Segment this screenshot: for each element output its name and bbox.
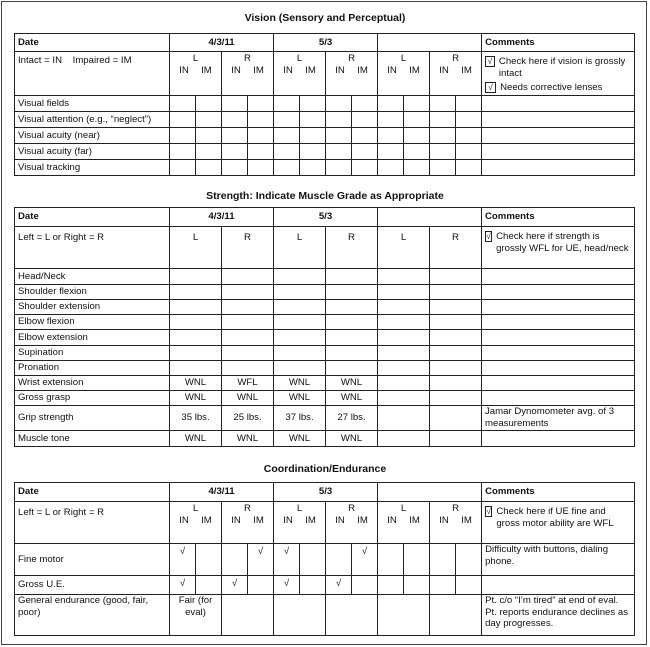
strength-value-cell[interactable] [222, 285, 274, 300]
check-mark-icon[interactable] [300, 544, 326, 576]
table-row [15, 544, 635, 576]
vision-cell[interactable] [456, 96, 482, 112]
strength-value-cell[interactable] [222, 330, 274, 346]
check-mark-icon[interactable] [248, 576, 274, 595]
strength-value-cell[interactable]: 37 lbs. [274, 406, 326, 431]
strength-value-cell[interactable] [378, 431, 430, 447]
strength-value-cell[interactable]: 35 lbs. [170, 406, 222, 431]
vision-cell[interactable] [222, 112, 248, 128]
vision-row-label: Visual tracking [15, 160, 170, 176]
table-row [15, 391, 635, 406]
vision-cell[interactable] [430, 128, 456, 144]
vision-legend: Intact = IN Impaired = IM [15, 52, 170, 96]
strength-value-cell[interactable] [222, 300, 274, 315]
check-mark-icon[interactable] [222, 544, 248, 576]
vision-cell[interactable] [404, 144, 430, 160]
strength-value-cell[interactable]: WNL [326, 431, 378, 447]
strength-row-label: Head/Neck [15, 269, 170, 285]
vision-cell[interactable] [196, 112, 222, 128]
strength-value-cell[interactable]: 27 lbs. [326, 406, 378, 431]
strength-row-comment[interactable] [482, 361, 635, 376]
strength-value-cell[interactable]: WNL [274, 376, 326, 391]
vision-cell[interactable] [222, 144, 248, 160]
check-mark-icon[interactable] [378, 576, 404, 595]
strength-value-cell[interactable] [274, 330, 326, 346]
check-mark-icon[interactable]: √ [170, 576, 196, 595]
vision-cell[interactable] [222, 96, 248, 112]
vision-cell[interactable] [456, 160, 482, 176]
strength-date-label: Date [15, 208, 170, 227]
vision-cell[interactable] [352, 160, 378, 176]
check-mark-icon[interactable]: √ [352, 544, 378, 576]
strength-legend: Left = L or Right = R [15, 227, 170, 269]
coordination-date-1: 4/3/11 [170, 483, 274, 502]
check-mark-icon[interactable] [196, 544, 222, 576]
strength-value-cell[interactable] [430, 431, 482, 447]
vision-cell[interactable] [248, 96, 274, 112]
strength-value-cell[interactable] [274, 346, 326, 361]
vision-cell[interactable] [170, 160, 196, 176]
strength-value-cell[interactable] [326, 346, 378, 361]
vision-cell[interactable] [248, 160, 274, 176]
strength-row-label: Grip strength [15, 406, 170, 431]
coordination-subhead-1: L IN IM [170, 502, 222, 544]
vision-subhead-5: L IN IM [378, 52, 430, 96]
strength-comment-check: √ Check here if strength is grossly WFL for UE, head/neck [482, 227, 635, 269]
strength-date-3 [378, 208, 482, 227]
strength-row-label: Shoulder extension [15, 300, 170, 315]
check-box-icon[interactable]: √ [485, 56, 495, 67]
strength-value-cell[interactable] [326, 300, 378, 315]
strength-value-cell[interactable] [170, 361, 222, 376]
endurance-label: General endurance (good, fair, poor) [15, 595, 170, 636]
vision-cell[interactable] [248, 128, 274, 144]
table-row [15, 144, 635, 160]
vision-cell[interactable] [430, 96, 456, 112]
strength-value-cell[interactable] [378, 406, 430, 431]
table-row [15, 285, 635, 300]
strength-value-cell[interactable] [170, 330, 222, 346]
vision-date-label: Date [15, 34, 170, 52]
strength-row-label: Supination [15, 346, 170, 361]
check-box-icon[interactable]: √ [485, 82, 496, 93]
table-row [15, 406, 635, 431]
strength-value-cell[interactable] [378, 285, 430, 300]
strength-row-comment[interactable] [482, 285, 635, 300]
coordination-comment-check: √ Check here if UE fine and gross motor ability are WFL [482, 502, 635, 544]
strength-value-cell[interactable]: 25 lbs. [222, 406, 274, 431]
vision-cell[interactable] [196, 96, 222, 112]
vision-cell[interactable] [300, 128, 326, 144]
table-row [15, 128, 635, 144]
vision-cell[interactable] [248, 144, 274, 160]
coordination-subhead-4: R IN IM [326, 502, 378, 544]
coordination-date-label: Date [15, 483, 170, 502]
vision-cell[interactable] [378, 96, 404, 112]
strength-table [14, 207, 635, 447]
strength-value-cell[interactable] [274, 315, 326, 330]
vision-cell[interactable] [326, 112, 352, 128]
vision-row-label: Visual attention (e.g., “neglect”) [15, 112, 170, 128]
strength-value-cell[interactable] [378, 330, 430, 346]
endurance-row [15, 595, 635, 636]
coordination-row-label: Gross U.E. [15, 576, 170, 595]
table-row [15, 269, 635, 285]
strength-value-cell[interactable] [222, 361, 274, 376]
vision-cell[interactable] [300, 112, 326, 128]
check-mark-icon[interactable] [378, 544, 404, 576]
strength-value-cell[interactable] [170, 346, 222, 361]
check-mark-icon[interactable]: √ [326, 576, 352, 595]
coordination-subhead-5: L IN IM [378, 502, 430, 544]
strength-value-cell[interactable] [378, 346, 430, 361]
strength-value-cell[interactable]: WNL [326, 391, 378, 406]
check-mark-icon[interactable] [404, 544, 430, 576]
coordination-subhead-2: R IN IM [222, 502, 274, 544]
coordination-date-3 [378, 483, 482, 502]
table-row [15, 315, 635, 330]
check-mark-icon[interactable] [196, 576, 222, 595]
strength-value-cell[interactable] [378, 391, 430, 406]
check-mark-icon[interactable] [456, 544, 482, 576]
vision-cell[interactable] [170, 144, 196, 160]
strength-value-cell[interactable] [430, 285, 482, 300]
vision-cell[interactable] [378, 128, 404, 144]
strength-value-cell[interactable]: WNL [274, 431, 326, 447]
table-row [15, 300, 635, 315]
vision-cell[interactable] [274, 144, 300, 160]
strength-value-cell[interactable] [430, 269, 482, 285]
vision-subhead-4: R IN IM [326, 52, 378, 96]
strength-value-cell[interactable] [430, 315, 482, 330]
coordination-row-comment[interactable]: Difficulty with buttons, dialing phone. [482, 544, 635, 576]
check-mark-icon[interactable]: √ [274, 576, 300, 595]
strength-date-1: 4/3/11 [170, 208, 274, 227]
coordination-row-label: Fine motor [15, 544, 170, 576]
vision-subhead-3: L IN IM [274, 52, 326, 96]
vision-cell[interactable] [404, 112, 430, 128]
vision-cell[interactable] [274, 112, 300, 128]
vision-comment-checks: √ Check here if vision is grossly intact √ Needs corrective lenses [482, 52, 635, 96]
strength-value-cell[interactable]: WNL [170, 431, 222, 447]
vision-cell[interactable] [222, 160, 248, 176]
vision-subhead-2: R IN IM [222, 52, 274, 96]
strength-row-comment[interactable] [482, 376, 635, 391]
vision-cell[interactable] [196, 128, 222, 144]
vision-rows [15, 96, 635, 176]
strength-value-cell[interactable] [274, 300, 326, 315]
endurance-comment[interactable]: Pt. c/o “I’m tired” at end of eval. Pt. reports endurance declines as day progresses. [482, 595, 635, 636]
strength-row-comment[interactable]: Jamar Dynomometer avg. of 3 measurements [482, 406, 635, 431]
vision-table [14, 33, 635, 176]
strength-row-comment[interactable] [482, 431, 635, 447]
strength-date-2: 5/3 [274, 208, 378, 227]
strength-value-cell[interactable]: WNL [274, 391, 326, 406]
strength-row-comment[interactable] [482, 391, 635, 406]
vision-cell[interactable] [274, 128, 300, 144]
vision-cell[interactable] [352, 112, 378, 128]
table-row [15, 96, 635, 112]
vision-cell[interactable] [222, 128, 248, 144]
strength-row-comment[interactable] [482, 346, 635, 361]
vision-cell[interactable] [326, 144, 352, 160]
strength-value-cell[interactable] [274, 361, 326, 376]
check-mark-icon[interactable] [300, 576, 326, 595]
strength-row-label: Gross grasp [15, 391, 170, 406]
coordination-legend: Left = L or Right = R [15, 502, 170, 544]
strength-side-r-2: R [326, 227, 378, 269]
strength-row-comment[interactable] [482, 300, 635, 315]
strength-row-comment[interactable] [482, 269, 635, 285]
strength-value-cell[interactable]: WNL [222, 391, 274, 406]
table-row [15, 576, 635, 595]
strength-value-cell[interactable] [274, 285, 326, 300]
strength-value-cell[interactable] [170, 269, 222, 285]
strength-value-cell[interactable]: WNL [326, 376, 378, 391]
vision-cell[interactable] [404, 128, 430, 144]
vision-cell[interactable] [170, 96, 196, 112]
check-mark-icon[interactable] [326, 544, 352, 576]
table-row [15, 112, 635, 128]
vision-cell[interactable] [456, 144, 482, 160]
vision-cell[interactable] [300, 96, 326, 112]
strength-row-label: Elbow extension [15, 330, 170, 346]
vision-cell[interactable] [456, 128, 482, 144]
vision-cell[interactable] [430, 160, 456, 176]
vision-cell[interactable] [378, 144, 404, 160]
coordination-row-comment[interactable] [482, 576, 635, 595]
strength-value-cell[interactable] [378, 269, 430, 285]
strength-value-cell[interactable] [430, 361, 482, 376]
vision-date-2: 5/3 [274, 34, 378, 52]
vision-cell[interactable] [378, 160, 404, 176]
endurance-value[interactable]: Fair (for eval) [170, 595, 222, 636]
coordination-comments-label: Comments [482, 483, 635, 502]
check-mark-icon[interactable] [430, 544, 456, 576]
strength-comments-label: Comments [482, 208, 635, 227]
strength-value-cell[interactable]: WNL [170, 391, 222, 406]
vision-cell[interactable] [430, 144, 456, 160]
check-mark-icon[interactable]: √ [222, 576, 248, 595]
strength-value-cell[interactable]: WNL [170, 376, 222, 391]
vision-date-1: 4/3/11 [170, 34, 274, 52]
table-row [15, 431, 635, 447]
vision-cell[interactable] [404, 160, 430, 176]
vision-cell[interactable] [352, 96, 378, 112]
strength-value-cell[interactable] [170, 315, 222, 330]
vision-cell[interactable] [300, 160, 326, 176]
table-row [15, 160, 635, 176]
strength-value-cell[interactable] [378, 361, 430, 376]
vision-row-comment[interactable] [482, 144, 635, 160]
vision-cell[interactable] [326, 96, 352, 112]
check-mark-icon[interactable]: √ [248, 544, 274, 576]
strength-value-cell[interactable] [430, 346, 482, 361]
strength-value-cell[interactable] [430, 300, 482, 315]
strength-side-r-1: R [222, 227, 274, 269]
coordination-title: Coordination/Endurance [263, 463, 387, 475]
check-box-icon[interactable]: √ [486, 232, 491, 241]
coordination-date-2: 5/3 [274, 483, 378, 502]
vision-row-comment[interactable] [482, 160, 635, 176]
vision-row-label: Visual acuity (far) [15, 144, 170, 160]
table-row [15, 376, 635, 391]
check-mark-icon[interactable] [404, 576, 430, 595]
strength-side-l-1: L [170, 227, 222, 269]
strength-side-l-3: L [378, 227, 430, 269]
vision-cell[interactable] [274, 96, 300, 112]
vision-cell[interactable] [196, 144, 222, 160]
vision-comments-label: Comments [482, 34, 635, 52]
strength-row-label: Pronation [15, 361, 170, 376]
vision-subhead-6: R IN IM [430, 52, 482, 96]
vision-cell[interactable] [352, 144, 378, 160]
vision-cell[interactable] [170, 112, 196, 128]
vision-subhead-1: L IN IM [170, 52, 222, 96]
strength-side-l-2: L [274, 227, 326, 269]
vision-cell[interactable] [352, 128, 378, 144]
check-box-icon[interactable]: √ [486, 507, 491, 516]
strength-value-cell[interactable] [222, 315, 274, 330]
strength-value-cell[interactable] [326, 285, 378, 300]
coordination-rows [15, 544, 635, 595]
coordination-subhead-6: R IN IM [430, 502, 482, 544]
strength-row-comment[interactable] [482, 315, 635, 330]
vision-cell[interactable] [248, 112, 274, 128]
strength-row-label: Muscle tone [15, 431, 170, 447]
vision-date-3 [378, 34, 482, 52]
strength-value-cell[interactable] [326, 330, 378, 346]
strength-value-cell[interactable] [378, 376, 430, 391]
strength-row-label: Wrist extension [15, 376, 170, 391]
strength-value-cell[interactable] [378, 315, 430, 330]
strength-title: Strength: Indicate Muscle Grade as Appropriate [206, 190, 444, 202]
vision-row-label: Visual acuity (near) [15, 128, 170, 144]
strength-side-r-3: R [430, 227, 482, 269]
coordination-table [14, 482, 635, 636]
strength-rows [15, 269, 635, 447]
strength-value-cell[interactable] [430, 376, 482, 391]
vision-row-comment[interactable] [482, 128, 635, 144]
vision-cell[interactable] [170, 128, 196, 144]
check-mark-icon[interactable]: √ [274, 544, 300, 576]
strength-value-cell[interactable] [430, 391, 482, 406]
strength-value-cell[interactable] [274, 269, 326, 285]
strength-row-comment[interactable] [482, 330, 635, 346]
strength-value-cell[interactable]: WNL [222, 431, 274, 447]
check-mark-icon[interactable] [352, 576, 378, 595]
strength-row-label: Elbow flexion [15, 315, 170, 330]
strength-value-cell[interactable] [326, 315, 378, 330]
strength-value-cell[interactable] [430, 330, 482, 346]
strength-value-cell[interactable]: WFL [222, 376, 274, 391]
vision-cell[interactable] [300, 144, 326, 160]
vision-cell[interactable] [326, 160, 352, 176]
table-row [15, 330, 635, 346]
vision-cell[interactable] [326, 128, 352, 144]
strength-value-cell[interactable] [170, 300, 222, 315]
vision-row-label: Visual fields [15, 96, 170, 112]
strength-value-cell[interactable] [378, 300, 430, 315]
strength-value-cell[interactable] [222, 269, 274, 285]
table-row [15, 346, 635, 361]
vision-title: Vision (Sensory and Perceptual) [244, 12, 406, 24]
table-row [15, 361, 635, 376]
check-mark-icon[interactable] [456, 576, 482, 595]
strength-value-cell[interactable] [170, 285, 222, 300]
vision-cell[interactable] [430, 112, 456, 128]
strength-row-label: Shoulder flexion [15, 285, 170, 300]
strength-value-cell[interactable] [222, 346, 274, 361]
strength-value-cell[interactable] [430, 406, 482, 431]
strength-value-cell[interactable] [326, 269, 378, 285]
vision-cell[interactable] [456, 112, 482, 128]
check-mark-icon[interactable] [430, 576, 456, 595]
vision-cell[interactable] [378, 112, 404, 128]
check-mark-icon[interactable]: √ [170, 544, 196, 576]
vision-row-comment[interactable] [482, 96, 635, 112]
vision-row-comment[interactable] [482, 112, 635, 128]
coordination-subhead-3: L IN IM [274, 502, 326, 544]
vision-cell[interactable] [404, 96, 430, 112]
vision-cell[interactable] [274, 160, 300, 176]
strength-value-cell[interactable] [326, 361, 378, 376]
vision-cell[interactable] [196, 160, 222, 176]
